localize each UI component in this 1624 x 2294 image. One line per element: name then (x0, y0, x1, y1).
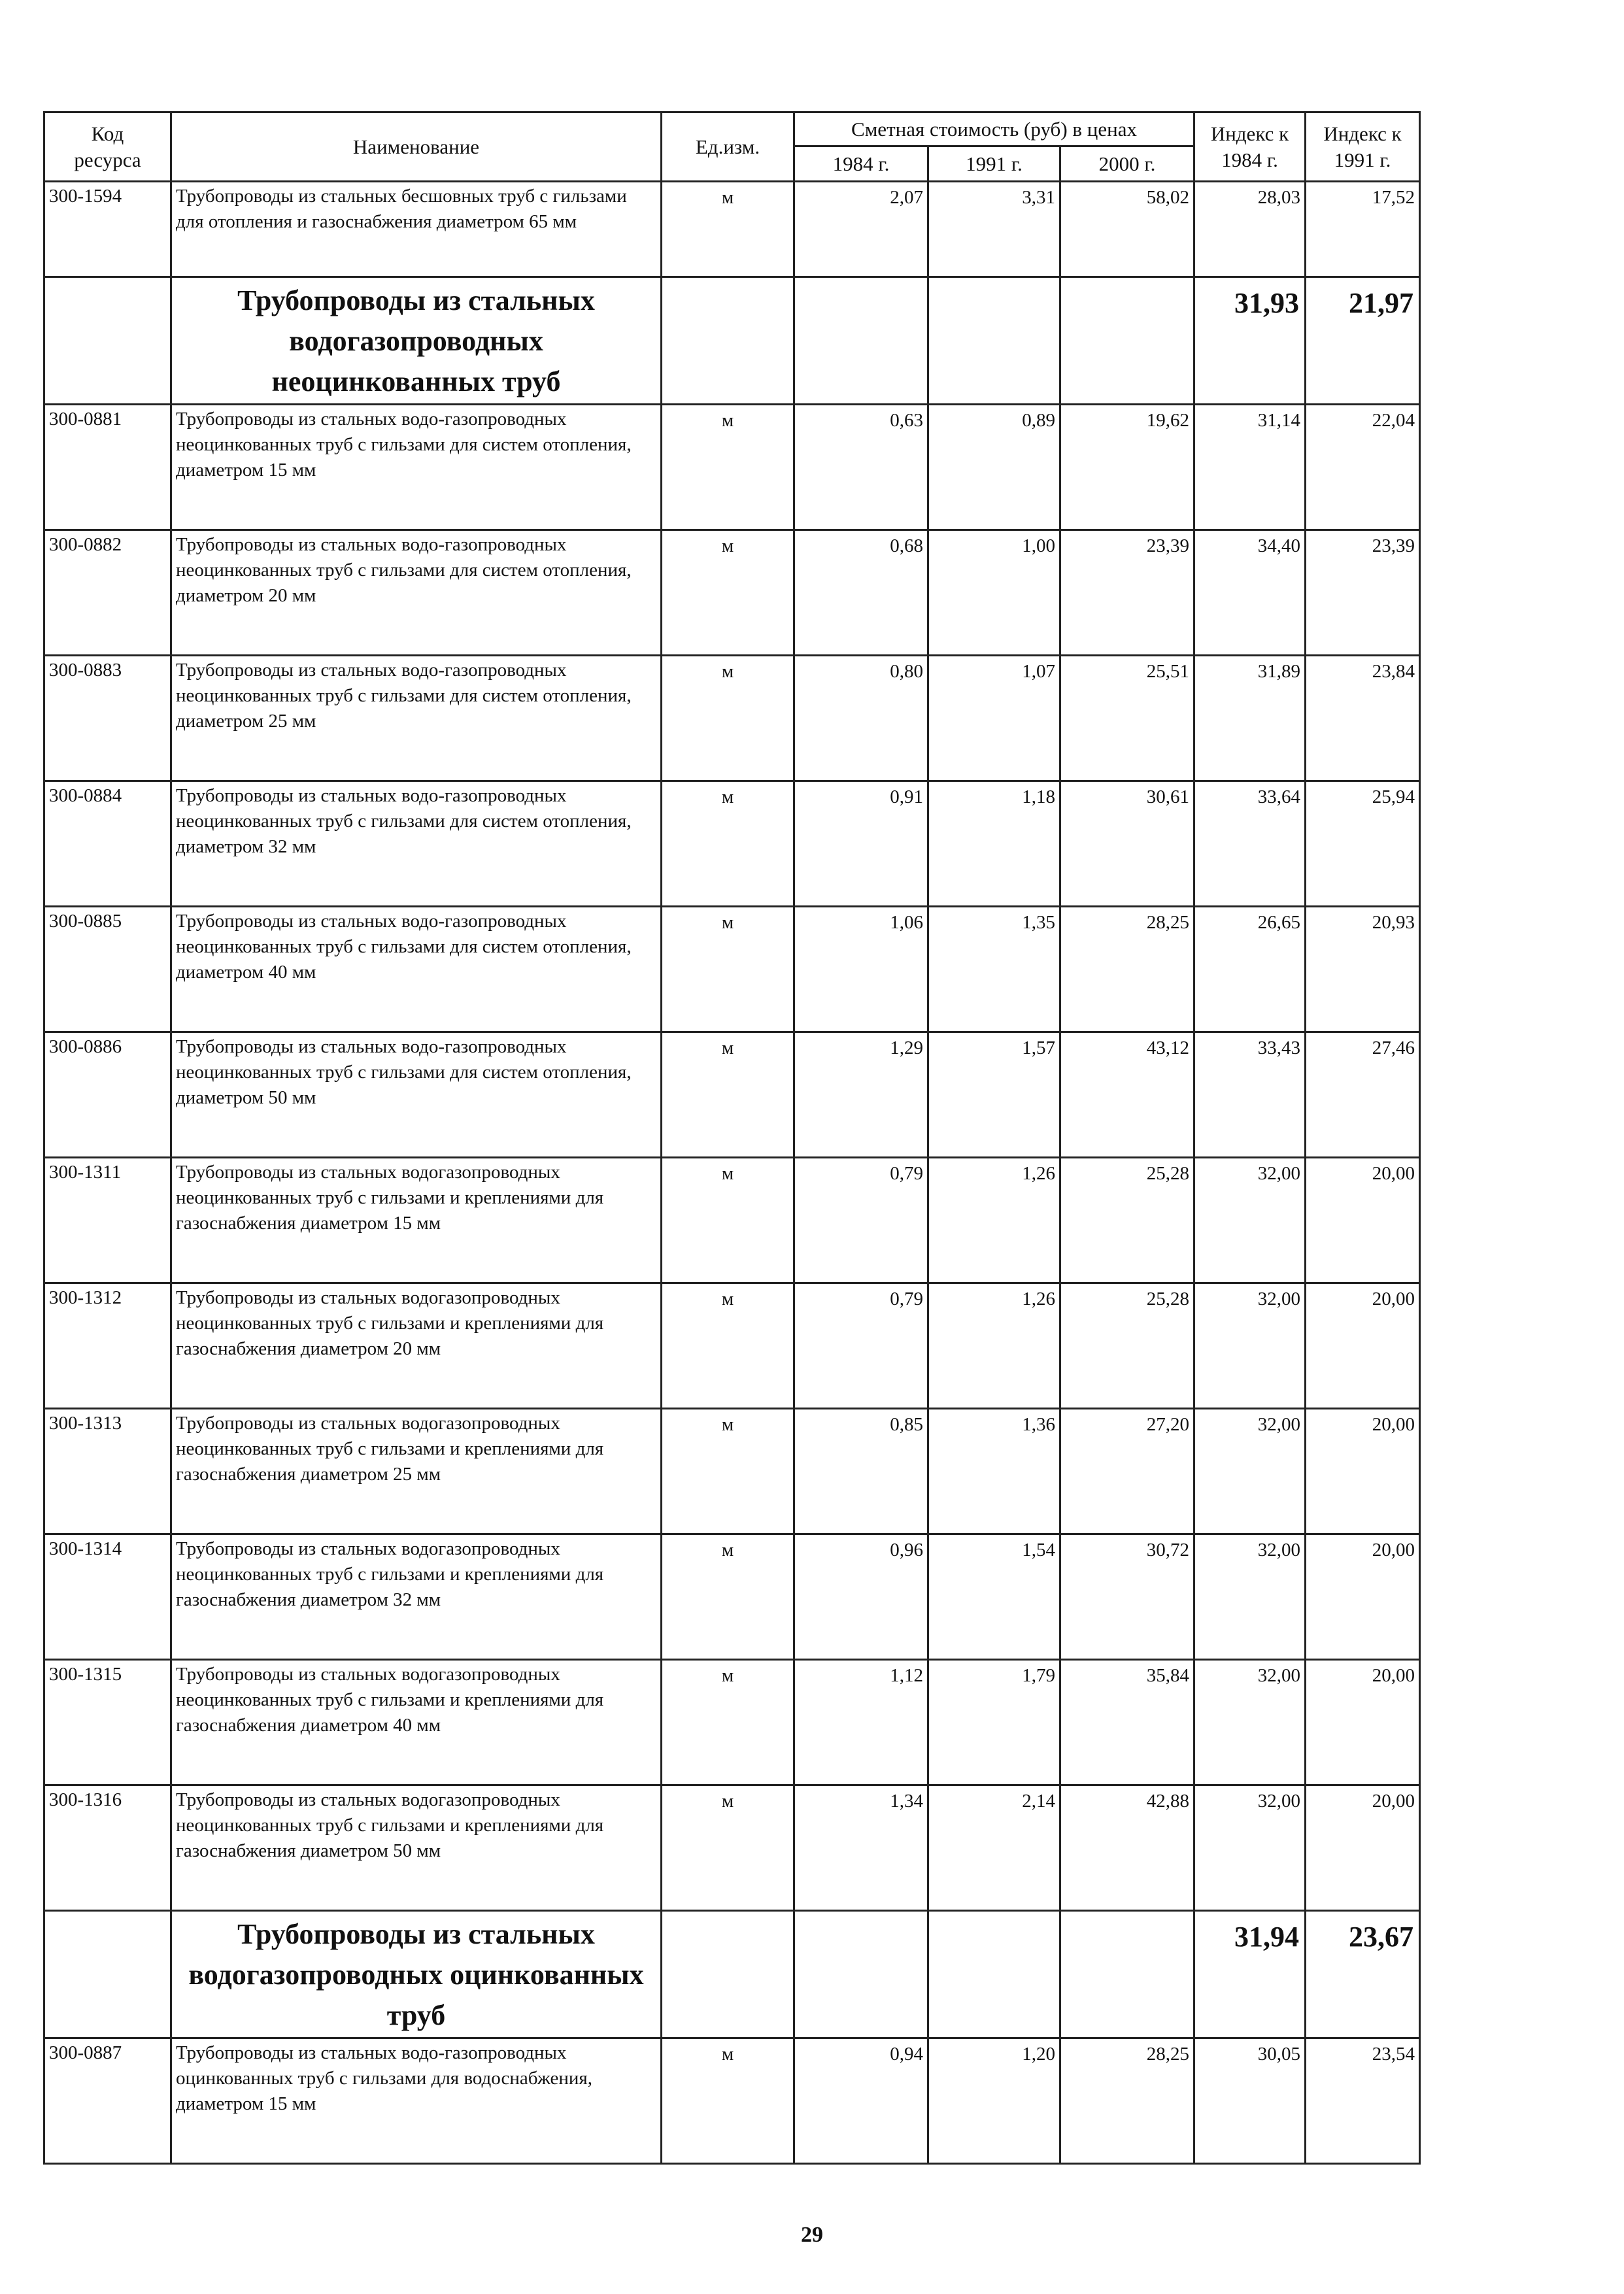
header-cost-group: Сметная стоимость (руб) в ценах (794, 112, 1194, 146)
cost-2000: 43,12 (1060, 1032, 1194, 1158)
resource-name: Трубопроводы из стальных водо-газопроводных неоцинкованных труб с гильзами для систем отопления, диаметром 50 мм (171, 1032, 662, 1158)
cost-1991: 1,18 (928, 781, 1060, 907)
resource-code: 300-1594 (44, 182, 171, 277)
index-1984: 26,65 (1194, 907, 1306, 1032)
index-1991: 25,94 (1306, 781, 1420, 907)
section-index-1991: 21,97 (1306, 277, 1420, 405)
cost-1991: 2,14 (928, 1785, 1060, 1911)
index-1984: 32,00 (1194, 1660, 1306, 1785)
resource-unit: м (662, 182, 794, 277)
cost-1991: 1,36 (928, 1409, 1060, 1534)
section-cost-1984-cell (794, 1911, 928, 2038)
section-code-cell (44, 1911, 171, 2038)
section-cost-1991-cell (928, 1911, 1060, 2038)
header-name: Наименование (171, 112, 662, 182)
cost-2000: 25,28 (1060, 1158, 1194, 1283)
cost-1984: 0,91 (794, 781, 928, 907)
table-body (44, 182, 1420, 2164)
section-cost-2000-cell (1060, 1911, 1194, 2038)
resource-unit: м (662, 1032, 794, 1158)
resource-unit: м (662, 1409, 794, 1534)
header-year-1984: 1984 г. (794, 146, 928, 182)
cost-1984: 1,29 (794, 1032, 928, 1158)
resource-unit: м (662, 405, 794, 530)
header-unit: Ед.изм. (662, 112, 794, 182)
resource-name: Трубопроводы из стальных водогазопроводных неоцинкованных труб с гильзами и креплениями для газоснабжения диаметром 32 мм (171, 1534, 662, 1660)
resource-code: 300-0887 (44, 2038, 171, 2164)
cost-1991: 1,54 (928, 1534, 1060, 1660)
index-1991: 20,00 (1306, 1534, 1420, 1660)
resource-unit: м (662, 781, 794, 907)
resource-code: 300-1314 (44, 1534, 171, 1660)
index-1991: 23,54 (1306, 2038, 1420, 2164)
table-row (44, 1409, 1420, 1534)
cost-1984: 0,94 (794, 2038, 928, 2164)
index-1991: 20,00 (1306, 1158, 1420, 1283)
resource-unit: м (662, 1785, 794, 1911)
cost-2000: 19,62 (1060, 405, 1194, 530)
cost-2000: 30,72 (1060, 1534, 1194, 1660)
resource-name: Трубопроводы из стальных водо-газопроводных неоцинкованных труб с гильзами для систем отопления, диаметром 40 мм (171, 907, 662, 1032)
index-1984: 32,00 (1194, 1158, 1306, 1283)
cost-2000: 35,84 (1060, 1660, 1194, 1785)
cost-1984: 0,79 (794, 1283, 928, 1409)
index-1984: 33,64 (1194, 781, 1306, 907)
index-1984: 28,03 (1194, 182, 1306, 277)
resource-unit: м (662, 907, 794, 1032)
cost-2000: 28,25 (1060, 2038, 1194, 2164)
table-row (44, 405, 1420, 530)
index-1984: 32,00 (1194, 1534, 1306, 1660)
resource-code: 300-0884 (44, 781, 171, 907)
header-index-1984: Индекс к 1984 г. (1194, 112, 1306, 182)
cost-1991: 3,31 (928, 182, 1060, 277)
section-index-1984: 31,94 (1194, 1911, 1306, 2038)
cost-1984: 0,80 (794, 656, 928, 781)
cost-1984: 2,07 (794, 182, 928, 277)
cost-2000: 27,20 (1060, 1409, 1194, 1534)
resource-code: 300-0885 (44, 907, 171, 1032)
resource-name: Трубопроводы из стальных водогазопроводных неоцинкованных труб с гильзами и креплениями для газоснабжения диаметром 40 мм (171, 1660, 662, 1785)
resource-code: 300-0882 (44, 530, 171, 656)
section-unit-cell (662, 1911, 794, 2038)
resource-name: Трубопроводы из стальных водогазопроводных неоцинкованных труб с гильзами и креплениями для газоснабжения диаметром 15 мм (171, 1158, 662, 1283)
resource-unit: м (662, 1283, 794, 1409)
resource-code: 300-1313 (44, 1409, 171, 1534)
table-row (44, 2038, 1420, 2164)
cost-2000: 58,02 (1060, 182, 1194, 277)
resource-name: Трубопроводы из стальных водо-газопроводных неоцинкованных труб с гильзами для систем отопления, диаметром 20 мм (171, 530, 662, 656)
index-1984: 32,00 (1194, 1785, 1306, 1911)
table-row (44, 1660, 1420, 1785)
resource-name: Трубопроводы из стальных водо-газопроводных неоцинкованных труб с гильзами для систем отопления, диаметром 15 мм (171, 405, 662, 530)
index-1984: 32,00 (1194, 1283, 1306, 1409)
resource-name: Трубопроводы из стальных водо-газопроводных неоцинкованных труб с гильзами для систем отопления, диаметром 25 мм (171, 656, 662, 781)
section-code-cell (44, 277, 171, 405)
index-1991: 20,93 (1306, 907, 1420, 1032)
cost-1984: 0,79 (794, 1158, 928, 1283)
cost-2000: 23,39 (1060, 530, 1194, 656)
header-year-1991: 1991 г. (928, 146, 1060, 182)
cost-1984: 0,63 (794, 405, 928, 530)
page-number: 29 (801, 2223, 823, 2247)
section-cost-1991-cell (928, 277, 1060, 405)
section-row (44, 277, 1420, 405)
resource-code: 300-0881 (44, 405, 171, 530)
resource-code: 300-1315 (44, 1660, 171, 1785)
table-row (44, 656, 1420, 781)
cost-2000: 28,25 (1060, 907, 1194, 1032)
index-1991: 27,46 (1306, 1032, 1420, 1158)
section-unit-cell (662, 277, 794, 405)
index-1991: 22,04 (1306, 405, 1420, 530)
index-1984: 33,43 (1194, 1032, 1306, 1158)
cost-2000: 30,61 (1060, 781, 1194, 907)
cost-1991: 1,79 (928, 1660, 1060, 1785)
table-row (44, 1534, 1420, 1660)
index-1984: 31,14 (1194, 405, 1306, 530)
section-cost-1984-cell (794, 277, 928, 405)
table-row (44, 1283, 1420, 1409)
index-1984: 31,89 (1194, 656, 1306, 781)
resource-code: 300-1316 (44, 1785, 171, 1911)
index-1991: 20,00 (1306, 1283, 1420, 1409)
cost-1991: 1,00 (928, 530, 1060, 656)
cost-1984: 0,68 (794, 530, 928, 656)
header-index-1991: Индекс к 1991 г. (1306, 112, 1420, 182)
resource-code: 300-0883 (44, 656, 171, 781)
resource-name: Трубопроводы из стальных водо-газопроводных неоцинкованных труб с гильзами для систем отопления, диаметром 32 мм (171, 781, 662, 907)
index-1991: 23,84 (1306, 656, 1420, 781)
resource-unit: м (662, 1158, 794, 1283)
section-index-1991: 23,67 (1306, 1911, 1420, 2038)
resource-name: Трубопроводы из стальных водогазопроводных неоцинкованных труб с гильзами и креплениями для газоснабжения диаметром 25 мм (171, 1409, 662, 1534)
cost-1991: 1,35 (928, 907, 1060, 1032)
cost-1991: 1,57 (928, 1032, 1060, 1158)
header-year-2000: 2000 г. (1060, 146, 1194, 182)
index-1991: 20,00 (1306, 1409, 1420, 1534)
index-1984: 32,00 (1194, 1409, 1306, 1534)
table-row (44, 907, 1420, 1032)
table-row (44, 1785, 1420, 1911)
cost-1991: 1,20 (928, 2038, 1060, 2164)
header-code: Код ресурса (44, 112, 171, 182)
resource-name: Трубопроводы из стальных бесшовных труб с гильзами для отопления и газоснабжения диаметром 65 мм (171, 182, 662, 277)
resource-code: 300-0886 (44, 1032, 171, 1158)
cost-1984: 1,06 (794, 907, 928, 1032)
section-title: Трубопроводы из стальных водогазопроводных неоцинкованных труб (171, 277, 662, 405)
index-1991: 20,00 (1306, 1660, 1420, 1785)
table-row (44, 1032, 1420, 1158)
cost-1984: 1,34 (794, 1785, 928, 1911)
table-row (44, 781, 1420, 907)
index-1984: 30,05 (1194, 2038, 1306, 2164)
resource-unit: м (662, 1534, 794, 1660)
cost-1991: 0,89 (928, 405, 1060, 530)
index-1991: 17,52 (1306, 182, 1420, 277)
cost-1991: 1,26 (928, 1283, 1060, 1409)
resource-name: Трубопроводы из стальных водо-газопроводных оцинкованных труб с гильзами для водоснабжения, диаметром 15 мм (171, 2038, 662, 2164)
section-row (44, 1911, 1420, 2038)
table-row (44, 1158, 1420, 1283)
cost-1991: 1,26 (928, 1158, 1060, 1283)
resource-unit: м (662, 656, 794, 781)
cost-2000: 25,28 (1060, 1283, 1194, 1409)
resource-code: 300-1311 (44, 1158, 171, 1283)
section-cost-2000-cell (1060, 277, 1194, 405)
index-1991: 23,39 (1306, 530, 1420, 656)
resource-unit: м (662, 2038, 794, 2164)
cost-1984: 1,12 (794, 1660, 928, 1785)
table-row (44, 530, 1420, 656)
cost-1991: 1,07 (928, 656, 1060, 781)
cost-1984: 0,85 (794, 1409, 928, 1534)
section-title: Трубопроводы из стальных водогазопроводных оцинкованных труб (171, 1911, 662, 2038)
resource-name: Трубопроводы из стальных водогазопроводных неоцинкованных труб с гильзами и креплениями для газоснабжения диаметром 20 мм (171, 1283, 662, 1409)
table-row (44, 182, 1420, 277)
index-1991: 20,00 (1306, 1785, 1420, 1911)
cost-2000: 25,51 (1060, 656, 1194, 781)
resource-code: 300-1312 (44, 1283, 171, 1409)
cost-1984: 0,96 (794, 1534, 928, 1660)
resource-unit: м (662, 1660, 794, 1785)
resource-name: Трубопроводы из стальных водогазопроводных неоцинкованных труб с гильзами и креплениями для газоснабжения диаметром 50 мм (171, 1785, 662, 1911)
index-1984: 34,40 (1194, 530, 1306, 656)
resource-unit: м (662, 530, 794, 656)
section-index-1984: 31,93 (1194, 277, 1306, 405)
cost-2000: 42,88 (1060, 1785, 1194, 1911)
price-table (43, 111, 1421, 2165)
